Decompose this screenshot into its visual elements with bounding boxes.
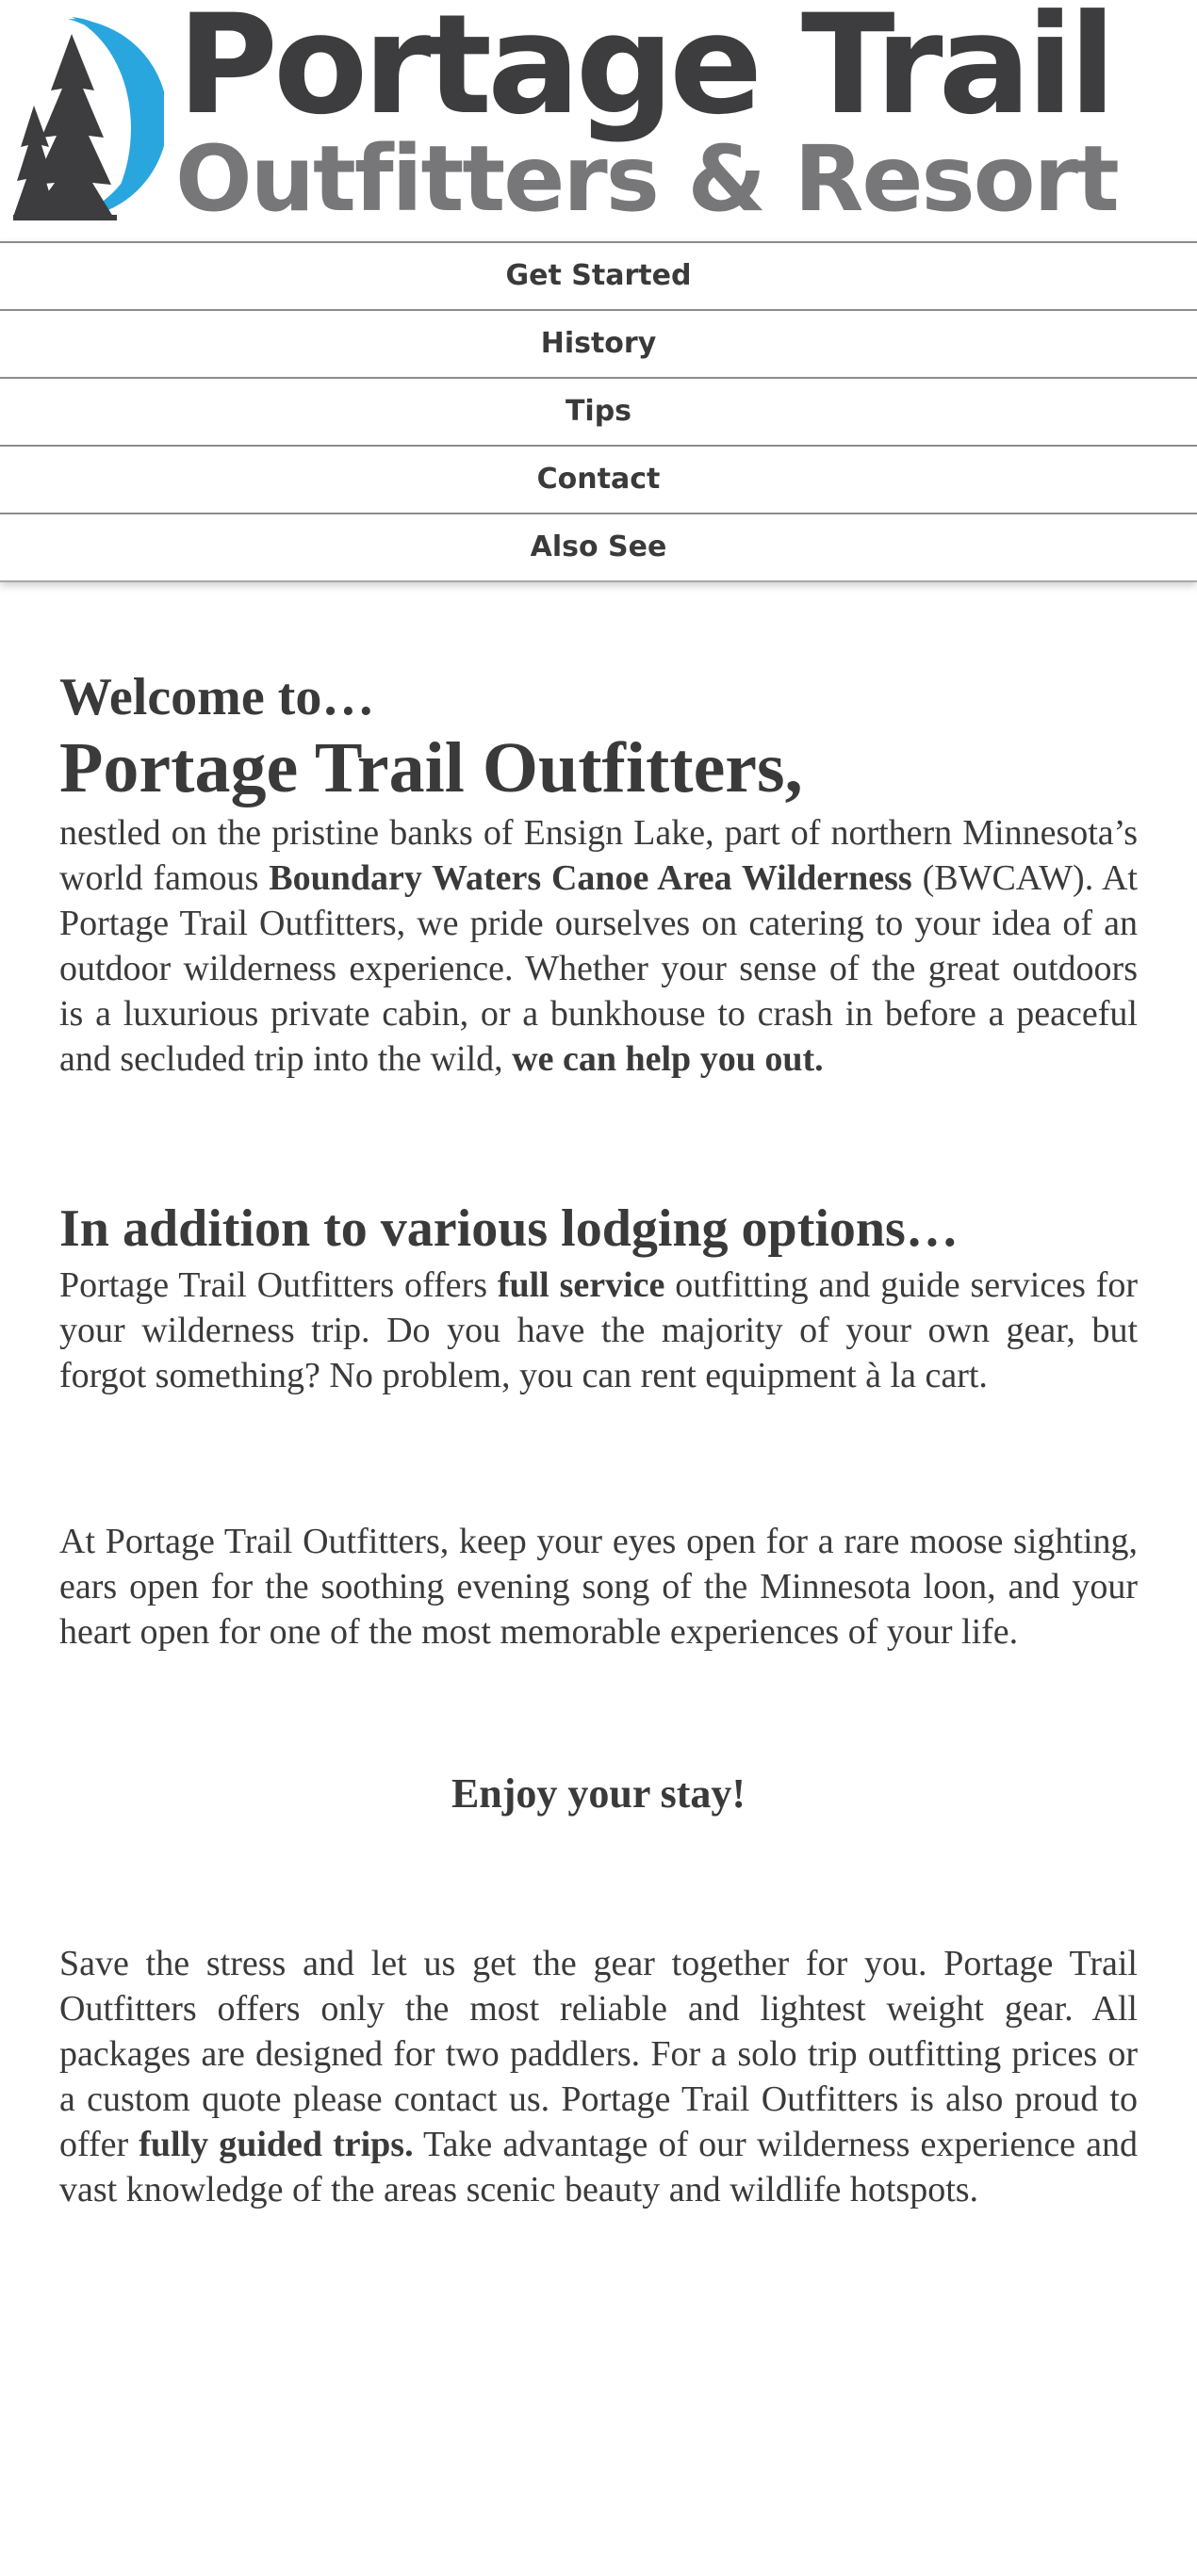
lodging-heading: In addition to various lodging options…	[59, 1198, 959, 1258]
gear-text-1: Save the stress and let us get the gear together for you. Portage Trail Outfitters offers only the most reliable and lightest weight gear. All packages are designed for two paddlers. For a solo trip outfitting prices or a custom quote please contact us. Portage Trail Outfitters is also proud to offer	[59, 1943, 1138, 2164]
moose-paragraph: At Portage Trail Outfitters, keep your eyes open for a rare moose sighting, ears open for the soothing evening song of the Minnesota loon, and your heart open for one of the most memorable experiences of your life.	[59, 1521, 1138, 1652]
help-emphasis: we can help you out.	[512, 1038, 824, 1079]
gear-paragraph	[59, 1941, 1138, 2212]
main-content	[0, 582, 1197, 2212]
site-header	[0, 0, 1197, 241]
intro-paragraph	[59, 810, 1138, 1082]
nav-item-also-see[interactable]: Also See	[0, 514, 1197, 582]
lodging-text-1: Portage Trail Outfitters offers	[59, 1264, 498, 1305]
nav-item-history[interactable]: History	[0, 311, 1197, 379]
bwcaw-name: Boundary Waters Canoe Area Wilderness	[269, 857, 912, 898]
main-nav	[0, 241, 1197, 582]
nav-item-tips[interactable]: Tips	[0, 379, 1197, 447]
enjoy-heading: Enjoy your stay!	[451, 1769, 746, 1817]
logo-subtitle: Outfitters & Resort	[175, 126, 1118, 232]
brand-heading: Portage Trail Outfitters,	[59, 728, 803, 808]
guided-trips-emphasis: fully guided trips.	[139, 2124, 414, 2164]
nav-item-get-started[interactable]: Get Started	[0, 243, 1197, 311]
intro-text-1: nestled on the pristine banks of Ensign Lake, part of northern Minnesota’s world famous	[59, 812, 1138, 898]
lodging-text-2: outfitting and guide services for your wilderness trip. Do you have the majority of your own gear, but forgot something? No problem, you can rent equipment à la cart.	[59, 1264, 1138, 1395]
intro-text-2: (BWCAW). At Portage Trail Outfitters, we pride ourselves on catering to your idea of an outdoor wilderness experience. Whether your sense of the great outdoors is a luxurious private cabin, or a bunkhouse to crash in before a peaceful and secluded trip into the wild,	[59, 857, 1138, 1079]
lodging-paragraph	[59, 1263, 1138, 1398]
full-service-emphasis: full service	[497, 1264, 665, 1305]
gear-text-2: Take advantage of our wilderness experience and vast knowledge of the areas scenic beauty and wildlife hotspots.	[59, 2124, 1138, 2209]
welcome-heading: Welcome to…	[59, 668, 375, 726]
pine-trees-moon-logo-icon[interactable]	[13, 15, 164, 222]
logo-title: Portage Trail	[177, 0, 1112, 145]
nav-item-contact[interactable]: Contact	[0, 447, 1197, 514]
